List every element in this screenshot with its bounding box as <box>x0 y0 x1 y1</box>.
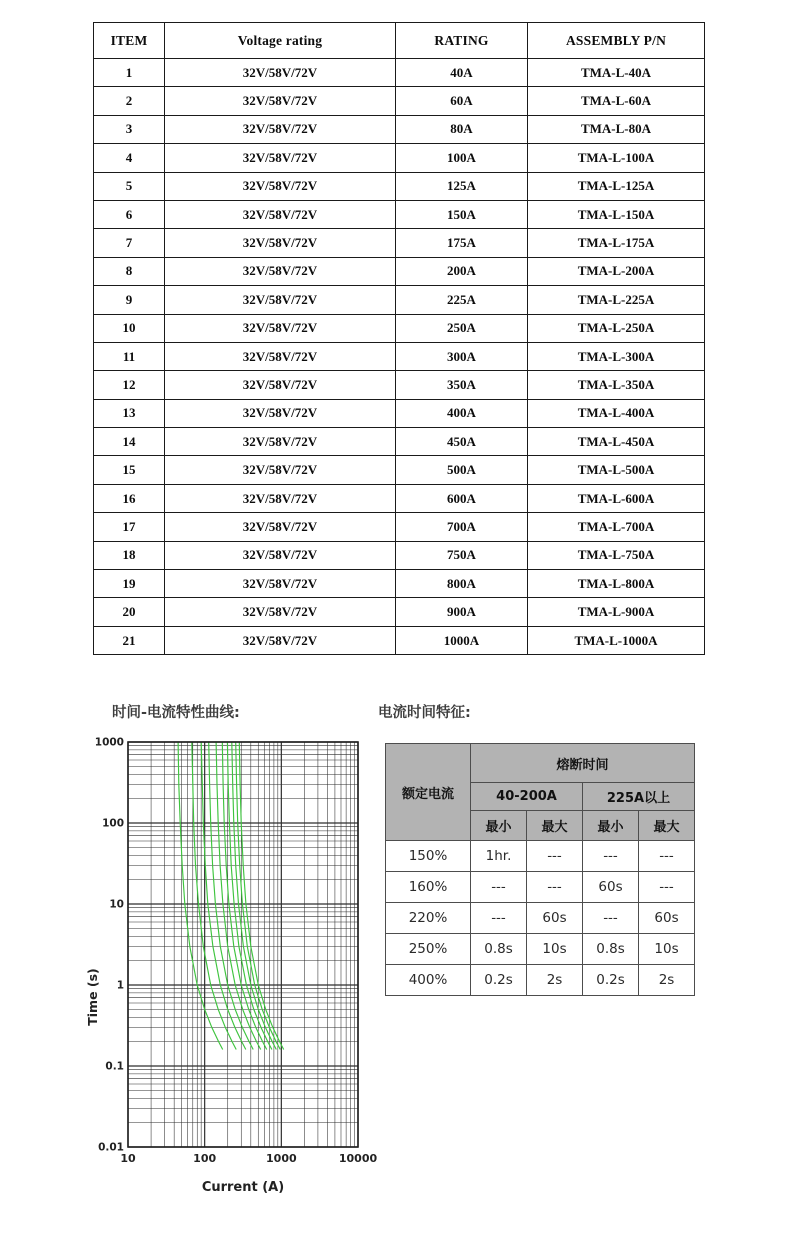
rating-cell: 900A <box>396 598 528 626</box>
characteristics-table <box>385 743 695 996</box>
table-row <box>94 456 705 484</box>
rating-cell: 450A <box>396 428 528 456</box>
table-row <box>94 484 705 512</box>
rating-cell: 800A <box>396 570 528 598</box>
time-value-cell: 10s <box>527 934 583 965</box>
table-row <box>94 428 705 456</box>
ratings-table-head <box>94 23 705 59</box>
table-row <box>94 399 705 427</box>
voltage-cell: 32V/58V/72V <box>165 456 396 484</box>
y-tick-label: 100 <box>102 817 124 830</box>
time-value-cell: 10s <box>639 934 695 965</box>
rating-cell: 250A <box>396 314 528 342</box>
range-header: 40-200A <box>471 783 583 811</box>
assembly-cell: TMA-L-600A <box>528 484 705 512</box>
item-cell: 5 <box>94 172 165 200</box>
y-tick-label: 0.01 <box>98 1141 124 1154</box>
item-cell: 1 <box>94 59 165 87</box>
time-value-cell: 0.2s <box>471 965 527 996</box>
voltage-cell: 32V/58V/72V <box>165 144 396 172</box>
assembly-cell: TMA-L-250A <box>528 314 705 342</box>
minmax-header: 最大 <box>639 811 695 841</box>
item-cell: 21 <box>94 626 165 654</box>
item-cell: 6 <box>94 200 165 228</box>
item-cell: 15 <box>94 456 165 484</box>
table-row <box>94 229 705 257</box>
item-cell: 12 <box>94 371 165 399</box>
table-row <box>94 570 705 598</box>
y-tick-label: 1 <box>116 979 124 992</box>
voltage-cell: 32V/58V/72V <box>165 626 396 654</box>
time-value-cell: --- <box>639 841 695 872</box>
assembly-cell: TMA-L-1000A <box>528 626 705 654</box>
assembly-cell: TMA-L-225A <box>528 286 705 314</box>
assembly-cell: TMA-L-750A <box>528 541 705 569</box>
table-row <box>94 200 705 228</box>
voltage-cell: 32V/58V/72V <box>165 314 396 342</box>
assembly-cell: TMA-L-100A <box>528 144 705 172</box>
item-cell: 8 <box>94 257 165 285</box>
table-row <box>94 342 705 370</box>
assembly-cell: TMA-L-900A <box>528 598 705 626</box>
voltage-cell: 32V/58V/72V <box>165 484 396 512</box>
voltage-cell: 32V/58V/72V <box>165 570 396 598</box>
voltage-cell: 32V/58V/72V <box>165 172 396 200</box>
time-value-cell: 2s <box>639 965 695 996</box>
rating-cell: 40A <box>396 59 528 87</box>
rating-cell: 400A <box>396 399 528 427</box>
lower-section <box>85 703 703 1199</box>
characteristics-table-head <box>386 744 695 841</box>
voltage-cell: 32V/58V/72V <box>165 257 396 285</box>
y-tick-label: 0.1 <box>105 1060 124 1073</box>
item-cell: 10 <box>94 314 165 342</box>
x-axis-label: Current (A) <box>201 1180 285 1195</box>
assembly-cell: TMA-L-500A <box>528 456 705 484</box>
rating-cell: 200A <box>396 257 528 285</box>
x-tick-label: 10 <box>120 1152 136 1165</box>
time-value-cell: --- <box>527 841 583 872</box>
time-value-cell: 2s <box>527 965 583 996</box>
assembly-cell: TMA-L-350A <box>528 371 705 399</box>
rating-cell: 225A <box>396 286 528 314</box>
table-row <box>94 257 705 285</box>
x-tick-label: 10000 <box>338 1152 378 1165</box>
minmax-header: 最大 <box>527 811 583 841</box>
x-tick-label: 100 <box>193 1152 217 1165</box>
voltage-cell: 32V/58V/72V <box>165 598 396 626</box>
rating-cell: 500A <box>396 456 528 484</box>
header-row <box>94 23 705 59</box>
assembly-cell: TMA-L-125A <box>528 172 705 200</box>
item-cell: 9 <box>94 286 165 314</box>
time-value-cell: 60s <box>639 903 695 934</box>
assembly-cell: TMA-L-400A <box>528 399 705 427</box>
column-header: ITEM <box>94 23 165 59</box>
time-value-cell: 60s <box>527 903 583 934</box>
item-cell: 19 <box>94 570 165 598</box>
minmax-header: 最小 <box>583 811 639 841</box>
header-row <box>386 744 695 783</box>
table-row <box>386 965 695 996</box>
table-row <box>94 115 705 143</box>
item-cell: 16 <box>94 484 165 512</box>
y-axis-label: Time (s) <box>85 968 100 1026</box>
time-current-chart <box>85 727 378 1199</box>
rating-cell: 750A <box>396 541 528 569</box>
rated-current-header: 额定电流 <box>386 744 471 841</box>
chart-title: 时间-电流特性曲线: <box>112 705 240 721</box>
rating-cell: 300A <box>396 342 528 370</box>
voltage-cell: 32V/58V/72V <box>165 541 396 569</box>
table-row <box>386 934 695 965</box>
melting-curve-175A <box>227 742 272 1050</box>
assembly-cell: TMA-L-80A <box>528 115 705 143</box>
assembly-cell: TMA-L-200A <box>528 257 705 285</box>
column-header: Voltage rating <box>165 23 396 59</box>
voltage-cell: 32V/58V/72V <box>165 399 396 427</box>
table-row <box>94 59 705 87</box>
voltage-cell: 32V/58V/72V <box>165 200 396 228</box>
voltage-cell: 32V/58V/72V <box>165 342 396 370</box>
item-cell: 4 <box>94 144 165 172</box>
assembly-cell: TMA-L-300A <box>528 342 705 370</box>
voltage-cell: 32V/58V/72V <box>165 286 396 314</box>
time-value-cell: --- <box>471 872 527 903</box>
time-value-cell: 60s <box>583 872 639 903</box>
assembly-cell: TMA-L-60A <box>528 87 705 115</box>
ratings-table-body <box>94 59 705 655</box>
voltage-cell: 32V/58V/72V <box>165 59 396 87</box>
item-cell: 18 <box>94 541 165 569</box>
assembly-cell: TMA-L-150A <box>528 200 705 228</box>
table-row <box>94 286 705 314</box>
rating-cell: 600A <box>396 484 528 512</box>
table-row <box>94 172 705 200</box>
table-row <box>386 841 695 872</box>
voltage-cell: 32V/58V/72V <box>165 428 396 456</box>
assembly-cell: TMA-L-800A <box>528 570 705 598</box>
rated-percent-cell: 160% <box>386 872 471 903</box>
rating-cell: 60A <box>396 87 528 115</box>
voltage-cell: 32V/58V/72V <box>165 513 396 541</box>
item-cell: 14 <box>94 428 165 456</box>
range-header: 225A以上 <box>583 783 695 811</box>
voltage-cell: 32V/58V/72V <box>165 115 396 143</box>
table-row <box>94 314 705 342</box>
item-cell: 13 <box>94 399 165 427</box>
rating-cell: 700A <box>396 513 528 541</box>
table-row <box>386 903 695 934</box>
time-value-cell: --- <box>583 903 639 934</box>
rating-cell: 100A <box>396 144 528 172</box>
rated-percent-cell: 150% <box>386 841 471 872</box>
column-header: ASSEMBLY P/N <box>528 23 705 59</box>
item-cell: 20 <box>94 598 165 626</box>
voltage-cell: 32V/58V/72V <box>165 371 396 399</box>
rating-cell: 350A <box>396 371 528 399</box>
voltage-cell: 32V/58V/72V <box>165 87 396 115</box>
time-value-cell: --- <box>639 872 695 903</box>
time-value-cell: 0.8s <box>471 934 527 965</box>
item-cell: 11 <box>94 342 165 370</box>
table-row <box>94 513 705 541</box>
assembly-cell: TMA-L-175A <box>528 229 705 257</box>
item-cell: 17 <box>94 513 165 541</box>
time-value-cell: 1hr. <box>471 841 527 872</box>
table-row <box>94 626 705 654</box>
ratings-table <box>93 22 705 655</box>
item-cell: 7 <box>94 229 165 257</box>
y-tick-label: 1000 <box>94 736 124 749</box>
assembly-cell: TMA-L-450A <box>528 428 705 456</box>
rated-percent-cell: 250% <box>386 934 471 965</box>
chart-block <box>85 703 378 1199</box>
time-value-cell: --- <box>527 872 583 903</box>
characteristics-table-body <box>386 841 695 996</box>
table-row <box>94 541 705 569</box>
minmax-header: 最小 <box>471 811 527 841</box>
characteristics-block <box>378 703 703 996</box>
x-tick-label: 1000 <box>266 1152 297 1165</box>
column-header: RATING <box>396 23 528 59</box>
rating-cell: 175A <box>396 229 528 257</box>
melting-curve-250A <box>239 742 283 1050</box>
table-row <box>94 144 705 172</box>
melting-curve-60A <box>192 742 236 1050</box>
table-row <box>94 598 705 626</box>
voltage-cell: 32V/58V/72V <box>165 229 396 257</box>
rating-cell: 125A <box>396 172 528 200</box>
characteristics-title: 电流时间特征: <box>378 705 471 721</box>
time-value-cell: 0.8s <box>583 934 639 965</box>
assembly-cell: TMA-L-700A <box>528 513 705 541</box>
table-row <box>94 371 705 399</box>
table-row <box>94 87 705 115</box>
rating-cell: 1000A <box>396 626 528 654</box>
assembly-cell: TMA-L-40A <box>528 59 705 87</box>
rated-percent-cell: 400% <box>386 965 471 996</box>
rating-cell: 80A <box>396 115 528 143</box>
table-row <box>386 872 695 903</box>
time-value-cell: 0.2s <box>583 965 639 996</box>
y-tick-label: 10 <box>109 898 124 911</box>
item-cell: 2 <box>94 87 165 115</box>
time-value-cell: --- <box>471 903 527 934</box>
melting-time-header: 熔断时间 <box>471 744 695 783</box>
rating-cell: 150A <box>396 200 528 228</box>
time-value-cell: --- <box>583 841 639 872</box>
rated-percent-cell: 220% <box>386 903 471 934</box>
item-cell: 3 <box>94 115 165 143</box>
